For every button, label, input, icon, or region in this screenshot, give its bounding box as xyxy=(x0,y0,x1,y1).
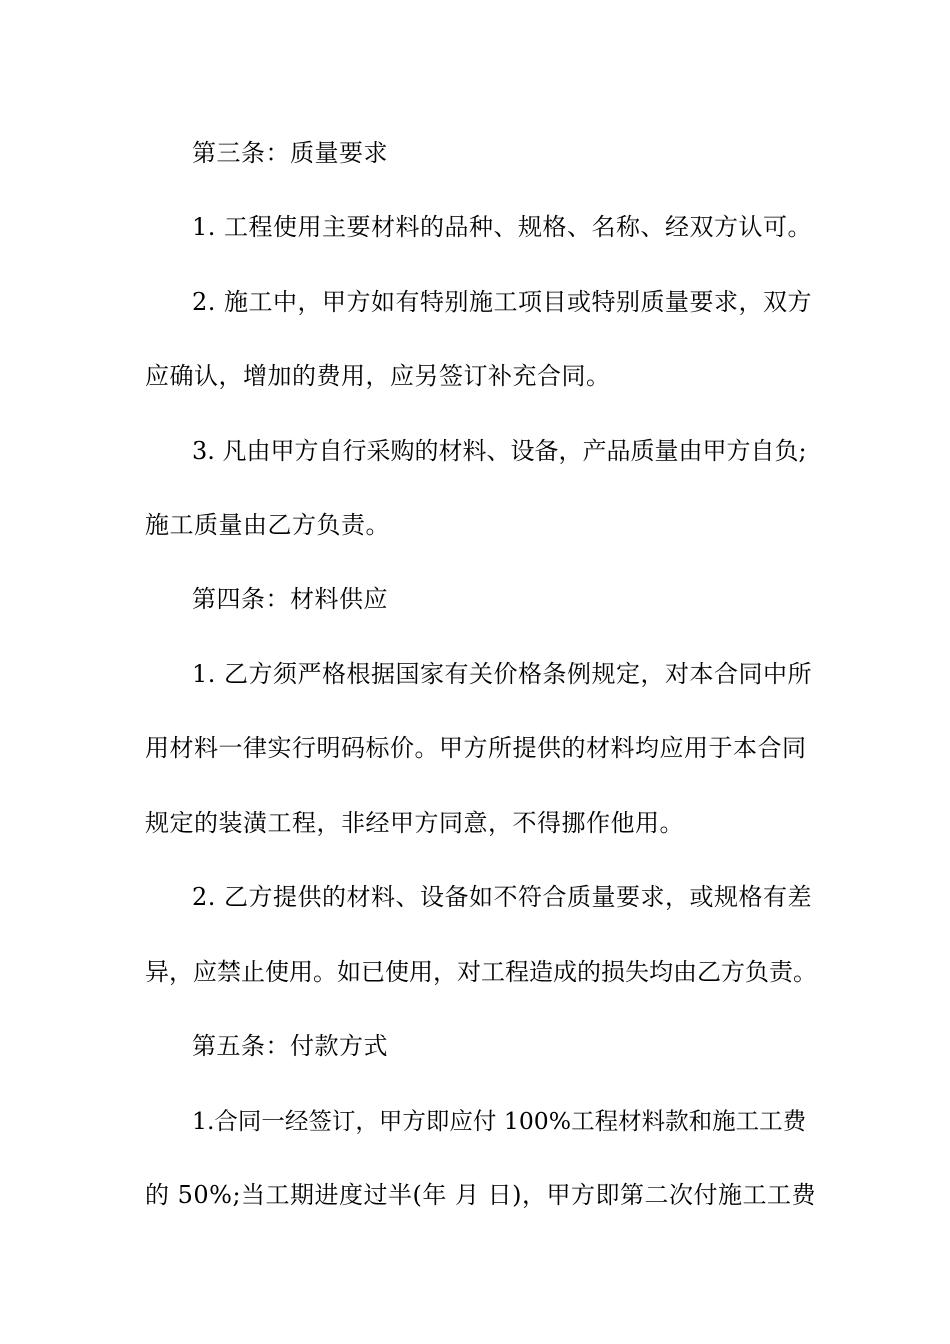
article-5-heading: 第五条：付款方式 xyxy=(192,1032,388,1060)
article-3-item-3-cont: 施工质量由乙方负责。 xyxy=(145,511,390,539)
article-3-item-2: 2. 施工中，甲方如有特别施工项目或特别质量要求，双方 xyxy=(192,288,813,316)
article-3-item-2-cont: 应确认，增加的费用，应另签订补充合同。 xyxy=(145,362,611,390)
article-4-item-1-cont-2: 规定的装潢工程，非经甲方同意，不得挪作他用。 xyxy=(145,809,684,837)
article-3-heading: 第三条：质量要求 xyxy=(192,139,388,167)
article-4-heading: 第四条：材料供应 xyxy=(192,585,388,613)
article-3-item-3: 3. 凡由甲方自行采购的材料、设备，产品质量由甲方自负; xyxy=(192,437,807,465)
article-5-item-1-cont: 的 50%;当工期进度过半(年 月 日)，甲方即第二次付施工工费 xyxy=(145,1181,817,1209)
article-4-item-1: 1. 乙方须严格根据国家有关价格条例规定，对本合同中所 xyxy=(192,660,813,688)
article-3-item-1: 1. 工程使用主要材料的品种、规格、名称、经双方认可。 xyxy=(192,213,813,241)
article-4-item-2: 2. 乙方提供的材料、设备如不符合质量要求，或规格有差 xyxy=(192,883,813,911)
article-4-item-2-cont: 异，应禁止使用。如已使用，对工程造成的损失均由乙方负责。 xyxy=(145,958,817,986)
article-5-item-1: 1.合同一经签订，甲方即应付 100%工程材料款和施工工费 xyxy=(192,1107,807,1135)
article-4-item-1-cont-1: 用材料一律实行明码标价。甲方所提供的材料均应用于本合同 xyxy=(145,734,807,762)
